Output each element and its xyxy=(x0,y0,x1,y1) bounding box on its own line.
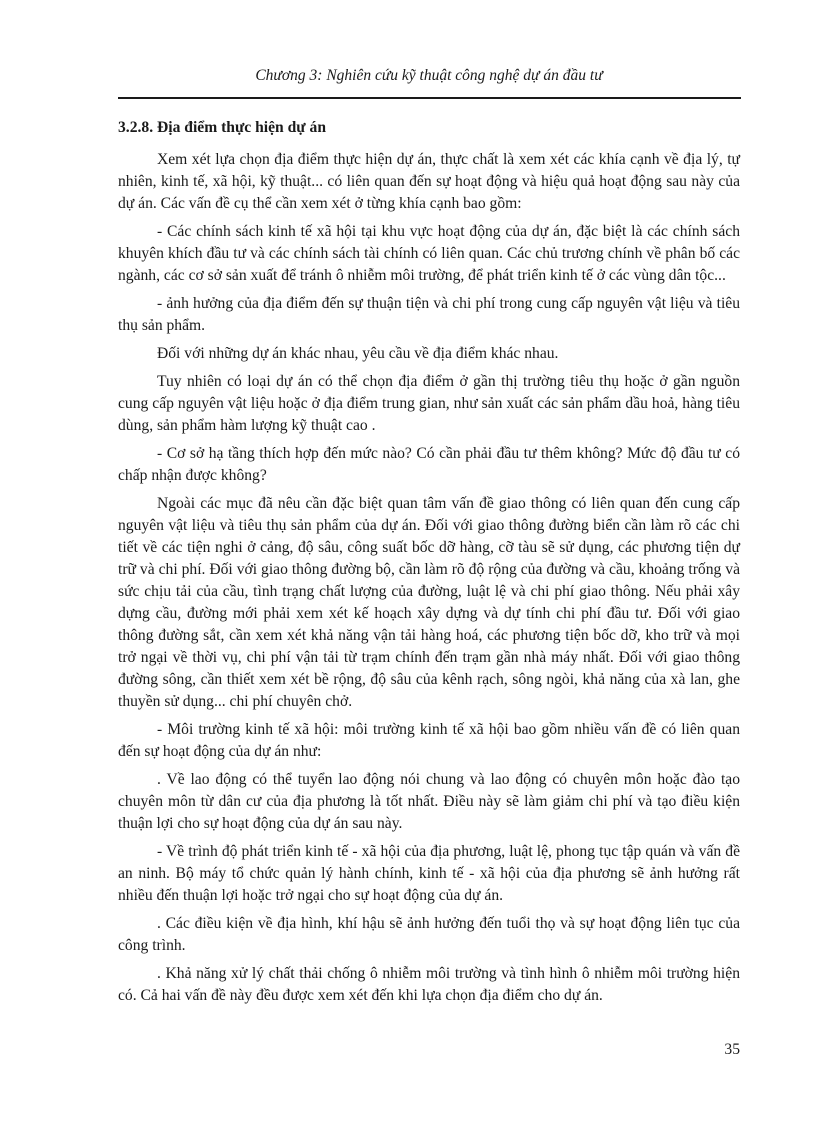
paragraph: Ngoài các mục đã nêu cần đặc biệt quan tâm vấn đề giao thông có liên quan đến cung cấp nguyên vật liệu và tiêu thụ sản phẩm của dự án. Đối với giao thông đường biển cần làm rõ các chi tiết về các tiện nghi ở cảng, độ sâu, công suất bốc dỡ hàng, cỡ tàu sẽ sử dụng, các phương tiện dự trữ và chi phí. Đối với giao thông đường bộ, cần làm rõ độ rộng của đường và cầu, khoảng trống và sức chịu tải của cầu, tình trạng chất lượng của đường, luật lệ và chi phí giao thông. Nếu phải xây dựng cầu, đường mới phải xem xét kế hoạch xây dựng và dự tính chi phí đầu tư. Đối với giao thông đường sắt, cần xem xét khả năng vận tải hàng hoá, các phương tiện bốc dỡ, kho trữ và mọi trở ngại về thời vụ, chi phí vận tải từ trạm chính đến trạm gần nhà máy nhất. Đối với giao thông đường sông, cần thiết xem xét bề rộng, độ sâu của kênh rạch, sông ngòi, khả năng của xà lan, ghe thuyền sử dụng... chi phí chuyên chở. xyxy=(118,495,740,710)
paragraph: . Các điều kiện về địa hình, khí hậu sẽ ảnh hưởng đến tuổi thọ và sự hoạt động liên tục của công trình. xyxy=(118,915,740,954)
section-heading: 3.2.8. Địa điểm thực hiện dự án xyxy=(118,119,327,136)
paragraph: - ảnh hưởng của địa điểm đến sự thuận tiện và chi phí trong cung cấp nguyên vật liệu và tiêu thụ sản phẩm. xyxy=(118,295,740,334)
header-divider xyxy=(118,97,741,99)
paragraph: Tuy nhiên có loại dự án có thể chọn địa điểm ở gần thị trường tiêu thụ hoặc ở gần nguồn cung cấp nguyên vật liệu hoặc ở địa điểm trung gian, như sản xuất các sản phẩm dầu hoả, hàng tiêu dùng, sản phẩm hàm lượng kỹ thuật cao . xyxy=(118,373,740,434)
paragraph: - Môi trường kinh tế xã hội: môi trường kinh tế xã hội bao gồm nhiều vấn đề có liên quan đến sự hoạt động của dự án như: xyxy=(118,721,740,760)
paragraph: . Khả năng xử lý chất thải chống ô nhiễm môi trường và tình hình ô nhiễm môi trường hiện có. Cả hai vấn đề này đều được xem xét đến khi lựa chọn địa điểm cho dự án. xyxy=(118,965,740,1004)
paragraph: Đối với những dự án khác nhau, yêu cầu về địa điểm khác nhau. xyxy=(157,345,559,362)
paragraph: Xem xét lựa chọn địa điểm thực hiện dự án, thực chất là xem xét các khía cạnh về địa lý, tự nhiên, kinh tế, xã hội, kỹ thuật... có liên quan đến sự hoạt động và hiệu quả hoạt động sau này của dự án. Các vấn đề cụ thể cần xem xét ở từng khía cạnh bao gồm: xyxy=(118,151,740,212)
page-body xyxy=(118,117,740,1013)
page-number: 35 xyxy=(724,1041,740,1058)
paragraph: - Về trình độ phát triển kinh tế - xã hội của địa phương, luật lệ, phong tục tập quán và vấn đề an ninh. Bộ máy tổ chức quản lý hành chính, kinh tế - xã hội của địa phương sẽ ảnh hưởng rất nhiều đến thuận lợi hoặc trở ngại cho sự hoạt động của dự án. xyxy=(118,843,740,904)
paragraph: - Các chính sách kinh tế xã hội tại khu vực hoạt động của dự án, đặc biệt là các chính sách khuyên khích đầu tư và các chính sách tài chính có liên quan. Các chủ trương chính về phân bố các ngành, các cơ sở sản xuất để tránh ô nhiễm môi trường, để phát triển kinh tế ở các vùng dân tộc... xyxy=(118,223,740,284)
running-header: Chương 3: Nghiên cứu kỹ thuật công nghệ dự án đầu tư xyxy=(255,67,603,84)
paragraph: - Cơ sở hạ tầng thích hợp đến mức nào? Có cần phải đầu tư thêm không? Mức độ đầu tư có chấp nhận được không? xyxy=(118,445,740,484)
paragraph: . Về lao động có thể tuyển lao động nói chung và lao động có chuyên môn hoặc đào tạo chuyên môn từ dân cư của địa phương là tốt nhất. Điều này sẽ làm giảm chi phí và tạo điều kiện thuận lợi cho sự hoạt động của dự án sau này. xyxy=(118,771,740,832)
